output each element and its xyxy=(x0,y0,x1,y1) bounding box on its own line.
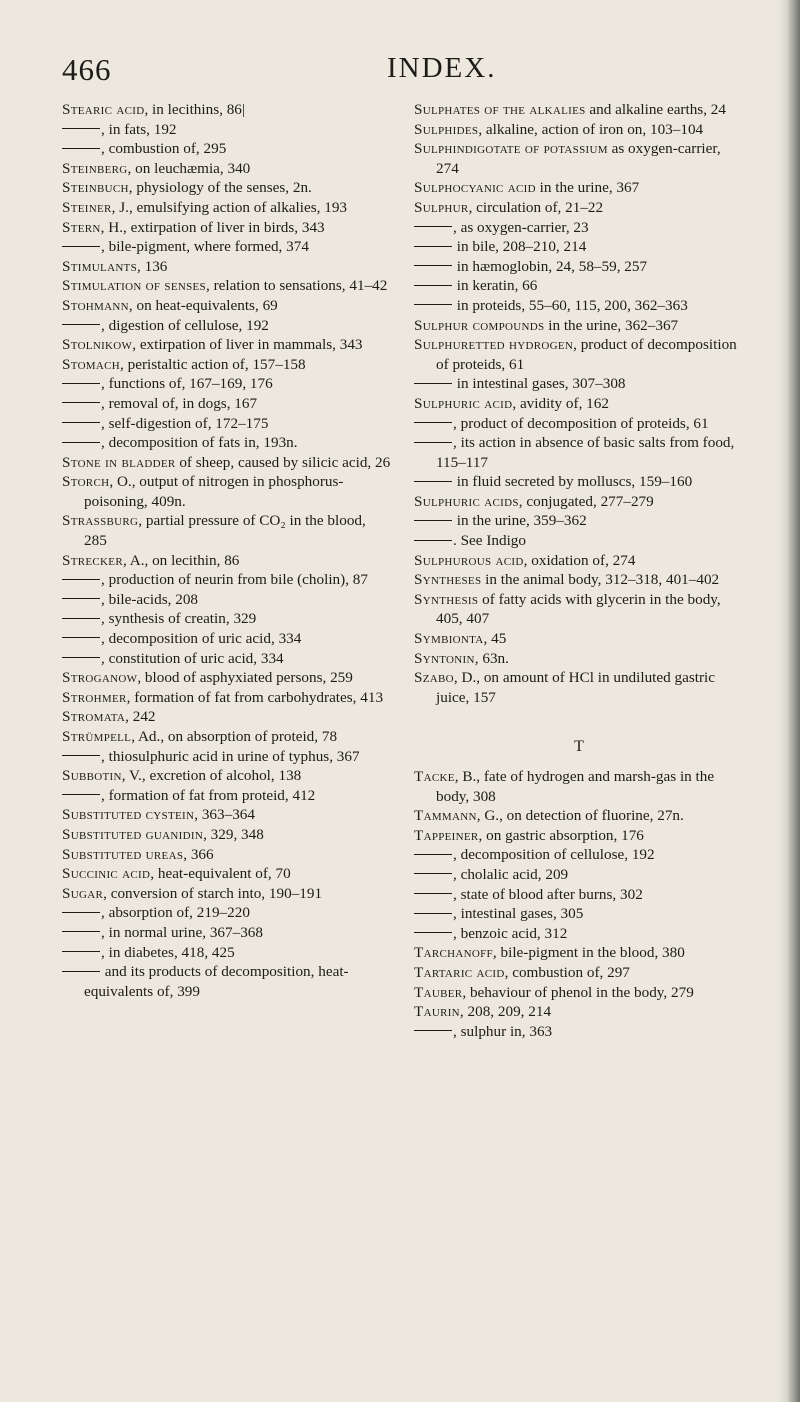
entry-heading: Sulphates of the alkalies xyxy=(414,101,586,118)
entry-heading: Sugar xyxy=(62,884,104,902)
entry-heading: Synthesis xyxy=(414,590,479,608)
entry-text: of sheep, caused by silicic acid, 26 xyxy=(175,453,391,471)
entry-text: , production of neurin from bile (cholin), 87 xyxy=(101,571,368,589)
index-entry xyxy=(414,826,744,846)
index-entry xyxy=(62,316,392,336)
index-entry xyxy=(414,139,744,178)
entry-heading: Syntonin xyxy=(414,649,475,667)
entry-heading: Stomach xyxy=(62,355,121,373)
ditto-dash xyxy=(62,637,100,638)
entry-text: , in lecithins, 86| xyxy=(144,101,245,118)
index-entry xyxy=(414,924,744,944)
ditto-dash xyxy=(62,579,100,580)
entry-text: , benzoic acid, 312 xyxy=(453,924,568,942)
index-entry xyxy=(62,296,392,316)
entry-heading: Tauber xyxy=(414,983,463,1001)
entry-text: , thiosulphuric acid in urine of typhus, 367 xyxy=(101,747,360,765)
index-entry xyxy=(414,767,744,806)
ditto-dash xyxy=(414,383,452,384)
entry-text: , decomposition of cellulose, 192 xyxy=(453,846,655,864)
ditto-dash xyxy=(62,402,100,403)
ditto-dash xyxy=(414,873,452,874)
index-entry xyxy=(62,178,392,198)
index-entry xyxy=(62,590,392,610)
index-entry xyxy=(414,904,744,924)
entry-text: , combustion of, 295 xyxy=(101,140,227,158)
entry-text: . See Indigo xyxy=(453,532,526,550)
entry-text: , constitution of uric acid, 334 xyxy=(101,649,284,667)
index-entry xyxy=(414,806,744,826)
entry-text: , conjugated, 277–279 xyxy=(518,492,654,510)
entry-text: , state of blood after burns, 302 xyxy=(453,885,643,903)
index-entry xyxy=(414,335,744,374)
index-entry xyxy=(414,570,744,590)
entry-text: , as oxygen-carrier, 23 xyxy=(453,218,589,236)
ditto-dash xyxy=(414,893,452,894)
entry-text: , heat-equivalent of, 70 xyxy=(150,865,291,883)
index-entry xyxy=(62,237,392,257)
entry-text: and alkaline earths, 24 xyxy=(585,101,726,118)
entry-text: , on heat-equivalents, 69 xyxy=(128,296,278,314)
entry-text: , A., on lecithin, 86 xyxy=(122,551,240,569)
entry-heading: Strecker xyxy=(62,551,123,569)
entry-text: , 63n. xyxy=(474,649,509,667)
entry-text: , avidity of, 162 xyxy=(512,394,609,412)
entry-heading: Succinic acid xyxy=(62,865,151,883)
entry-text: in intestinal gases, 307–308 xyxy=(453,375,626,393)
entry-heading: Stolnikow xyxy=(62,336,133,354)
entry-text: of fatty acids with glycerin in the body, 405, 407 xyxy=(436,590,721,628)
ditto-dash xyxy=(62,912,100,913)
entry-heading: Steiner xyxy=(62,198,112,216)
entry-text: , intestinal gases, 305 xyxy=(453,905,584,923)
ditto-dash xyxy=(414,932,452,933)
entry-text: , 366 xyxy=(183,845,214,863)
entry-text: , 242 xyxy=(125,708,156,726)
ditto-dash xyxy=(414,520,452,521)
index-entry xyxy=(414,276,744,296)
entry-heading: Sulphur compounds xyxy=(414,316,545,334)
index-entry xyxy=(62,825,392,845)
entry-text: in the urine, 367 xyxy=(535,179,640,197)
index-entry xyxy=(62,903,392,923)
entry-heading: Symbionta xyxy=(414,630,484,648)
index-entry xyxy=(414,551,744,571)
index-entry xyxy=(414,983,744,1003)
entry-heading: Stimulants xyxy=(62,257,137,275)
index-entry xyxy=(62,727,392,747)
index-entry xyxy=(62,747,392,767)
index-entry xyxy=(62,100,392,120)
index-entry xyxy=(414,668,744,707)
entry-heading: Stimulation of senses xyxy=(62,277,206,295)
entry-heading: Tammann xyxy=(414,807,477,825)
index-entry xyxy=(62,335,392,355)
entry-heading: Substituted ureas xyxy=(62,845,184,863)
entry-heading: Tartaric acid xyxy=(414,963,505,981)
index-entry xyxy=(62,668,392,688)
index-entry xyxy=(414,943,744,963)
entry-text: and its products of decomposition, heat-equivalents of, 399 xyxy=(84,963,349,1000)
entry-heading: Stohmann xyxy=(62,296,129,314)
entry-text: in bile, 208–210, 214 xyxy=(453,238,587,256)
ditto-dash xyxy=(414,481,452,482)
entry-text: in fluid secreted by molluscs, 159–160 xyxy=(453,473,693,491)
index-entry xyxy=(62,276,392,296)
index-entry xyxy=(414,198,744,218)
entry-heading: Szabo xyxy=(414,669,454,687)
entry-text: , bile-pigment in the blood, 380 xyxy=(492,944,685,962)
entry-text: in the urine, 362–367 xyxy=(544,316,679,334)
index-entry xyxy=(62,433,392,453)
entry-text: , circulation of, 21–22 xyxy=(468,198,604,216)
ditto-dash xyxy=(414,442,452,443)
entry-text: , B., fate of hydrogen and marsh-gas in the body, 308 xyxy=(436,768,715,805)
index-entry xyxy=(62,120,392,140)
entry-text: , H., extirpation of liver in birds, 343 xyxy=(100,218,325,236)
ditto-dash xyxy=(62,618,100,619)
entry-text: , removal of, in dogs, 167 xyxy=(101,394,258,412)
entry-heading: Strümpell xyxy=(62,728,132,745)
index-entry xyxy=(62,511,392,550)
index-entry xyxy=(414,1002,744,1022)
entry-text: , bile-pigment, where formed, 374 xyxy=(101,238,309,256)
index-entry xyxy=(414,885,744,905)
index-entry xyxy=(62,472,392,511)
entry-text: , absorption of, 219–220 xyxy=(101,904,250,922)
ditto-dash xyxy=(62,422,100,423)
entry-text: , extirpation of liver in mammals, 343 xyxy=(132,336,363,354)
index-entry xyxy=(414,629,744,649)
index-entry xyxy=(62,629,392,649)
index-entry xyxy=(414,433,744,472)
index-entry xyxy=(414,1022,744,1042)
ditto-dash xyxy=(62,442,100,443)
index-entry xyxy=(62,139,392,159)
index-entry xyxy=(62,649,392,669)
index-entry xyxy=(414,296,744,316)
entry-text: as oxygen-carrier, 274 xyxy=(436,140,721,177)
entry-heading: Substituted guanidin xyxy=(62,825,204,843)
entry-text: , 363–364 xyxy=(194,806,255,824)
ditto-dash xyxy=(414,285,452,286)
entry-heading: Sulphindigotate of potassium xyxy=(414,140,608,158)
index-entry xyxy=(414,590,744,629)
entry-heading: Stern xyxy=(62,218,101,236)
entry-heading: Sulphuretted hydrogen xyxy=(414,336,574,354)
index-entry xyxy=(62,394,392,414)
ditto-dash xyxy=(62,246,100,247)
entry-heading: Steinberg xyxy=(62,159,128,177)
index-entry xyxy=(414,316,744,336)
entry-heading: Stroganow xyxy=(62,669,138,687)
index-entry xyxy=(62,609,392,629)
ditto-dash xyxy=(414,540,452,541)
entry-text: , functions of, 167–169, 176 xyxy=(101,375,273,393)
entry-text: , in normal urine, 367–368 xyxy=(101,923,263,941)
entry-text: , bile-acids, 208 xyxy=(101,590,199,608)
index-entry xyxy=(62,551,392,571)
entry-text: , 45 xyxy=(483,630,507,648)
ditto-dash xyxy=(414,265,452,266)
ditto-dash xyxy=(414,854,452,855)
entry-text: , D., on amount of HCl in undiluted gastric juice, 157 xyxy=(436,669,715,706)
entry-text: , decomposition of fats in, 193n. xyxy=(101,434,298,452)
entry-heading: Sulphuric acids xyxy=(414,492,519,510)
ditto-dash xyxy=(62,383,100,384)
entry-text: in keratin, 66 xyxy=(453,277,538,295)
index-entry xyxy=(414,100,744,120)
index-section-t xyxy=(414,767,744,1041)
index-entry xyxy=(414,374,744,394)
index-entry xyxy=(62,943,392,963)
entry-text: , self-digestion of, 172–175 xyxy=(101,414,269,432)
entry-text: , blood of asphyxiated persons, 259 xyxy=(137,669,353,687)
index-entry xyxy=(414,257,744,277)
entry-heading: Sulphuric acid xyxy=(414,394,513,412)
entry-heading: Steinbuch xyxy=(62,179,129,197)
entry-text: , product of decomposition of proteids, 61 xyxy=(453,414,709,432)
entry-heading: Substituted cystein xyxy=(62,806,195,824)
index-entry xyxy=(62,864,392,884)
index-entry xyxy=(414,414,744,434)
page-number: 466 xyxy=(62,52,112,87)
page-edge-shadow xyxy=(778,0,800,1402)
index-entry xyxy=(62,374,392,394)
entry-text: in the urine, 359–362 xyxy=(453,512,587,530)
page-header xyxy=(62,52,742,92)
index-entry xyxy=(414,531,744,551)
index-column-right xyxy=(414,100,744,1041)
index-entry xyxy=(62,707,392,727)
index-entry xyxy=(414,845,744,865)
index-entry xyxy=(62,962,392,1001)
index-entry xyxy=(62,218,392,238)
index-entry xyxy=(414,649,744,669)
entry-heading: Tarchanoff xyxy=(414,944,493,962)
entry-text: , behaviour of phenol in the body, 279 xyxy=(462,983,694,1001)
index-entry xyxy=(414,492,744,512)
entry-text: , relation to sensations, 41–42 xyxy=(205,277,388,295)
entry-text: , Ad., on absorption of proteid, 78 xyxy=(131,728,338,745)
index-entry xyxy=(62,766,392,786)
ditto-dash xyxy=(62,598,100,599)
index-entry xyxy=(414,218,744,238)
section-letter-t: T xyxy=(574,738,584,756)
entry-text: in the animal body, 312–318, 401–402 xyxy=(481,571,720,589)
entry-text: , in diabetes, 418, 425 xyxy=(101,943,235,961)
ditto-dash xyxy=(414,1030,452,1031)
entry-text: , oxidation of, 274 xyxy=(523,551,636,569)
ditto-dash xyxy=(62,794,100,795)
index-entry xyxy=(62,198,392,218)
entry-heading: Strohmer xyxy=(62,688,127,706)
entry-heading: Tacke xyxy=(414,768,455,785)
ditto-dash xyxy=(414,304,452,305)
index-entry xyxy=(62,923,392,943)
running-head: INDEX. xyxy=(387,52,497,84)
entry-text: , partial pressure of CO₂ in the blood, 285 xyxy=(84,512,366,550)
entry-text: , formation of fat from proteid, 412 xyxy=(101,786,316,804)
entry-text: , on leuchæmia, 340 xyxy=(127,159,251,177)
ditto-dash xyxy=(62,324,100,325)
entry-heading: Taurin xyxy=(414,1003,460,1021)
index-entry xyxy=(62,786,392,806)
ditto-dash xyxy=(62,657,100,658)
index-entry xyxy=(62,805,392,825)
index-entry xyxy=(62,414,392,434)
entry-text: , physiology of the senses, 2n. xyxy=(128,179,312,197)
index-entry xyxy=(414,865,744,885)
entry-text: , cholalic acid, 209 xyxy=(453,865,569,883)
entry-text: , 136 xyxy=(137,257,168,275)
entry-heading: Sulphocyanic acid xyxy=(414,179,536,197)
entry-heading: Stearic acid xyxy=(62,101,145,118)
index-entry xyxy=(62,845,392,865)
entry-text: in proteids, 55–60, 115, 200, 362–363 xyxy=(453,296,688,314)
entry-text: , formation of fat from carbohydrates, 413 xyxy=(126,688,384,706)
entry-text: , conversion of starch into, 190–191 xyxy=(103,884,323,902)
index-entry xyxy=(62,355,392,375)
entry-text: , on gastric absorption, 176 xyxy=(478,826,644,844)
ditto-dash xyxy=(62,755,100,756)
index-entry xyxy=(62,884,392,904)
entry-heading: Stromata xyxy=(62,708,126,726)
index-entry xyxy=(62,257,392,277)
entry-text: , 208, 209, 214 xyxy=(459,1003,552,1021)
entry-heading: Sulphides xyxy=(414,120,479,138)
ditto-dash xyxy=(414,913,452,914)
entry-text: , V., excretion of alcohol, 138 xyxy=(121,767,302,785)
index-entry xyxy=(62,570,392,590)
entry-heading: Storch xyxy=(62,473,110,491)
entry-heading: Tappeiner xyxy=(414,826,479,844)
ditto-dash xyxy=(414,226,452,227)
index-entry xyxy=(414,963,744,983)
index-entry xyxy=(414,120,744,140)
entry-text: , 329, 348 xyxy=(203,825,264,843)
index-entry xyxy=(414,511,744,531)
index-column-left xyxy=(62,100,392,1001)
index-entry xyxy=(414,472,744,492)
entry-text: , its action in absence of basic salts from food, 115–117 xyxy=(436,434,735,471)
entry-text: , alkaline, action of iron on, 103–104 xyxy=(478,120,704,138)
entry-text: , peristaltic action of, 157–158 xyxy=(120,355,306,373)
entry-heading: Strassburg xyxy=(62,512,139,530)
entry-text: , O., output of nitrogen in phosphorus-poisoning, 409n. xyxy=(84,473,344,510)
index-entry xyxy=(62,688,392,708)
entry-text: , decomposition of uric acid, 334 xyxy=(101,630,302,648)
entry-text: , in fats, 192 xyxy=(101,120,177,138)
index-entry xyxy=(414,394,744,414)
entry-text: , G., on detection of fluorine, 27n. xyxy=(476,807,684,825)
ditto-dash xyxy=(62,128,100,129)
entry-text: , J., emulsifying action of alkalies, 193 xyxy=(111,198,348,216)
index-entry xyxy=(62,159,392,179)
entry-text: , digestion of cellulose, 192 xyxy=(101,316,269,334)
entry-text: , combustion of, 297 xyxy=(504,963,630,981)
index-entry xyxy=(62,453,392,473)
ditto-dash xyxy=(62,148,100,149)
entry-heading: Syntheses xyxy=(414,571,482,589)
ditto-dash xyxy=(62,931,100,932)
entry-text: , synthesis of creatin, 329 xyxy=(101,610,257,628)
index-entry xyxy=(414,237,744,257)
index-section-s xyxy=(414,100,744,707)
entry-heading: Sulphur xyxy=(414,198,469,216)
ditto-dash xyxy=(414,422,452,423)
ditto-dash xyxy=(62,951,100,952)
entry-text: , sulphur in, 363 xyxy=(453,1022,553,1040)
entry-heading: Sulphurous acid xyxy=(414,551,524,569)
entry-text: , product of decomposition of proteids, 61 xyxy=(436,336,737,373)
index-entry xyxy=(414,178,744,198)
entry-text: in hæmoglobin, 24, 58–59, 257 xyxy=(453,257,648,275)
ditto-dash xyxy=(62,971,100,972)
entry-heading: Subbotin xyxy=(62,767,122,785)
ditto-dash xyxy=(414,246,452,247)
entry-heading: Stone in bladder xyxy=(62,453,176,471)
